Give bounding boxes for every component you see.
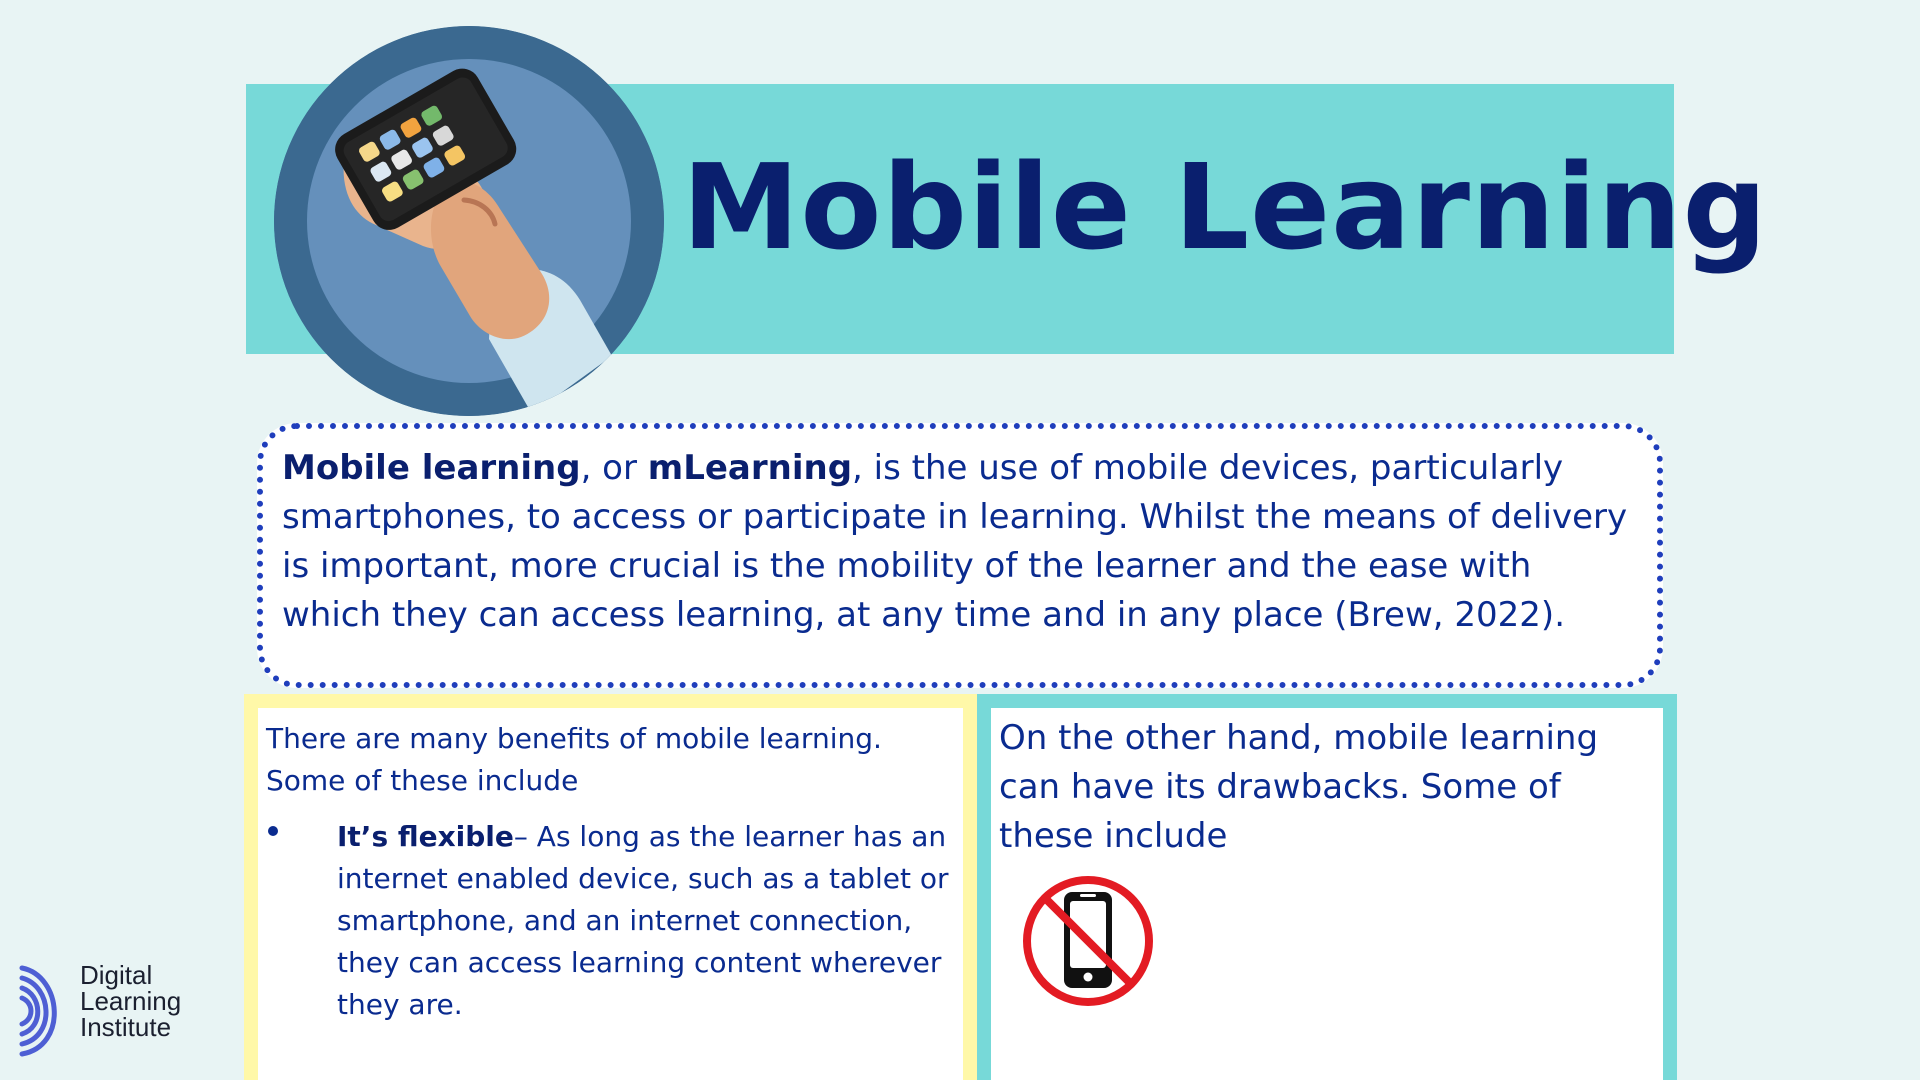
logo-line-learning: Learning (80, 986, 182, 1016)
institute-logo (18, 962, 218, 1062)
logo-line-digital: Digital (80, 960, 153, 990)
page-title: Mobile Learning (682, 138, 1768, 276)
logo-line-institute: Institute (80, 1012, 172, 1042)
definition-term-mobile-learning: Mobile learning (282, 448, 581, 488)
logo-wordmark (80, 962, 218, 1040)
hero-illustration (274, 26, 664, 416)
bullet-icon (268, 826, 278, 836)
definition-body: , is the use of mobile devices, particularly smartphones, to access or participate in learning. Whilst the means of delivery is important, more crucial is the mobility of the learner and the ease with which they can access learning, at any time and in any place (Brew, 2022). (282, 448, 1628, 635)
definition-connector: , or (580, 448, 648, 488)
concentric-arc-logo-icon (18, 964, 74, 1058)
no-phone-icon (1021, 874, 1155, 1008)
benefits-intro: There are many benefits of mobile learning. Some of these include (266, 722, 882, 797)
definition-text (282, 444, 1638, 640)
hand-holding-phone-icon (274, 26, 664, 416)
benefit-item-title: It’s flexible (337, 820, 514, 853)
drawbacks-intro: On the other hand, mobile learning can have its drawbacks. Some of these include (999, 718, 1599, 856)
benefit-item-flexible (337, 816, 967, 1026)
benefit-item-text: – As long as the learner has an internet enabled device, such as a tablet or smartphone, and an internet connection, they can access learning content wherever they are. (337, 820, 949, 1021)
definition-term-mlearning: mLearning (647, 448, 853, 488)
